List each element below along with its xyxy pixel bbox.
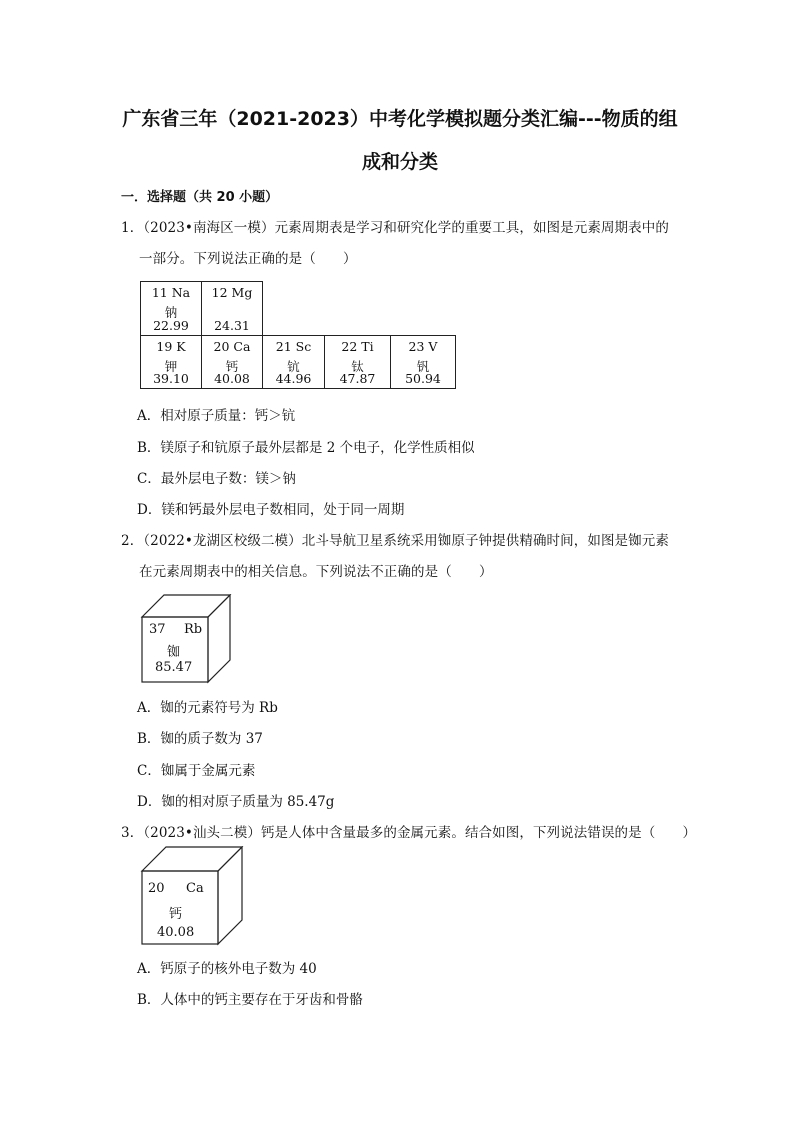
q1-option-a: A．相对原子质量：钙＞钪 <box>137 408 296 424</box>
q1-stem-line1: 1．（2023•南海区一模）元素周期表是学习和研究化学的重要工具，如图是元素周期表中的 <box>121 220 669 236</box>
atomic-mass: 85.47 <box>155 660 193 675</box>
cell-number-symbol: 22 Ti <box>341 339 374 354</box>
element-name: 钙 <box>169 907 183 922</box>
atomic-mass: 40.08 <box>157 925 195 940</box>
cell-element-name: 钠 <box>164 305 178 320</box>
element-cell-na <box>140 281 202 336</box>
cell-atomic-mass: 22.99 <box>153 318 189 333</box>
q3-option-a: A．钙原子的核外电子数为 40 <box>137 961 317 977</box>
periodic-table-fragment <box>140 281 456 389</box>
section-heading: 一．选择题（共 20 小题） <box>121 190 279 205</box>
element-name: 铷 <box>167 645 181 660</box>
cell-number-symbol: 12 Mg <box>211 285 253 300</box>
q2-option-a: A．铷的元素符号为 Rb <box>137 700 278 716</box>
atomic-number: 37 <box>149 622 166 637</box>
element-cell-k <box>140 335 202 389</box>
cell-atomic-mass: 39.10 <box>153 371 189 386</box>
q2-option-d: D．铷的相对原子质量为 85.47g <box>137 794 335 810</box>
cell-element-name: 钪 <box>287 359 300 374</box>
q1-option-d: D．镁和钙最外层电子数相同，处于同一周期 <box>137 502 405 518</box>
cell-number-symbol: 11 Na <box>151 285 191 300</box>
element-cell-ti <box>324 335 391 389</box>
element-cell-ca <box>201 335 263 389</box>
cell-atomic-mass: 44.96 <box>275 371 312 386</box>
cell-element-name: 钾 <box>164 359 178 374</box>
rubidium-element-cube <box>140 594 232 684</box>
q1-option-b: B．镁原子和钪原子最外层都是 2 个电子，化学性质相似 <box>137 440 475 456</box>
cell-element-name: 钒 <box>416 359 430 374</box>
element-symbol: Rb <box>184 622 203 637</box>
atomic-number: 20 <box>148 881 165 896</box>
q1-option-c: C．最外层电子数：镁＞钠 <box>137 471 296 487</box>
cell-element-name: 钛 <box>351 359 364 374</box>
cell-number-symbol: 23 V <box>408 339 438 354</box>
cell-atomic-mass: 50.94 <box>405 371 441 386</box>
cell-atomic-mass: 24.31 <box>214 318 250 333</box>
q3-stem-line1: 3．（2023•汕头二模）钙是人体中含量最多的金属元素。结合如图，下列说法错误的是（ ） <box>121 825 697 841</box>
cell-number-symbol: 20 Ca <box>213 339 251 354</box>
q2-stem-line1: 2．（2022•龙湖区校级二模）北斗导航卫星系统采用铷原子钟提供精确时间，如图是铷元素 <box>121 533 669 549</box>
cell-element-name: 钙 <box>225 359 239 374</box>
q2-stem-line2: 在元素周期表中的相关信息。下列说法不正确的是（ ） <box>139 564 493 580</box>
q3-option-b: B．人体中的钙主要存在于牙齿和骨骼 <box>137 992 363 1008</box>
element-cell-v <box>390 335 456 389</box>
element-cell-mg <box>201 281 263 336</box>
q1-stem-line2: 一部分。下列说法正确的是（ ） <box>139 251 357 267</box>
q2-option-c: C．铷属于金属元素 <box>137 763 256 779</box>
cell-atomic-mass: 40.08 <box>214 371 250 386</box>
cell-number-symbol: 21 Sc <box>275 339 312 354</box>
cell-number-symbol: 19 K <box>156 339 186 354</box>
element-cell-sc <box>262 335 325 389</box>
q2-option-b: B．铷的质子数为 37 <box>137 731 263 747</box>
calcium-element-cube <box>140 846 244 946</box>
element-symbol: Ca <box>186 881 204 896</box>
document-title-line2: 成和分类 <box>361 151 438 173</box>
document-title-line1: 广东省三年（2021-2023）中考化学模拟题分类汇编---物质的组 <box>122 108 678 130</box>
cell-atomic-mass: 47.87 <box>339 371 376 386</box>
